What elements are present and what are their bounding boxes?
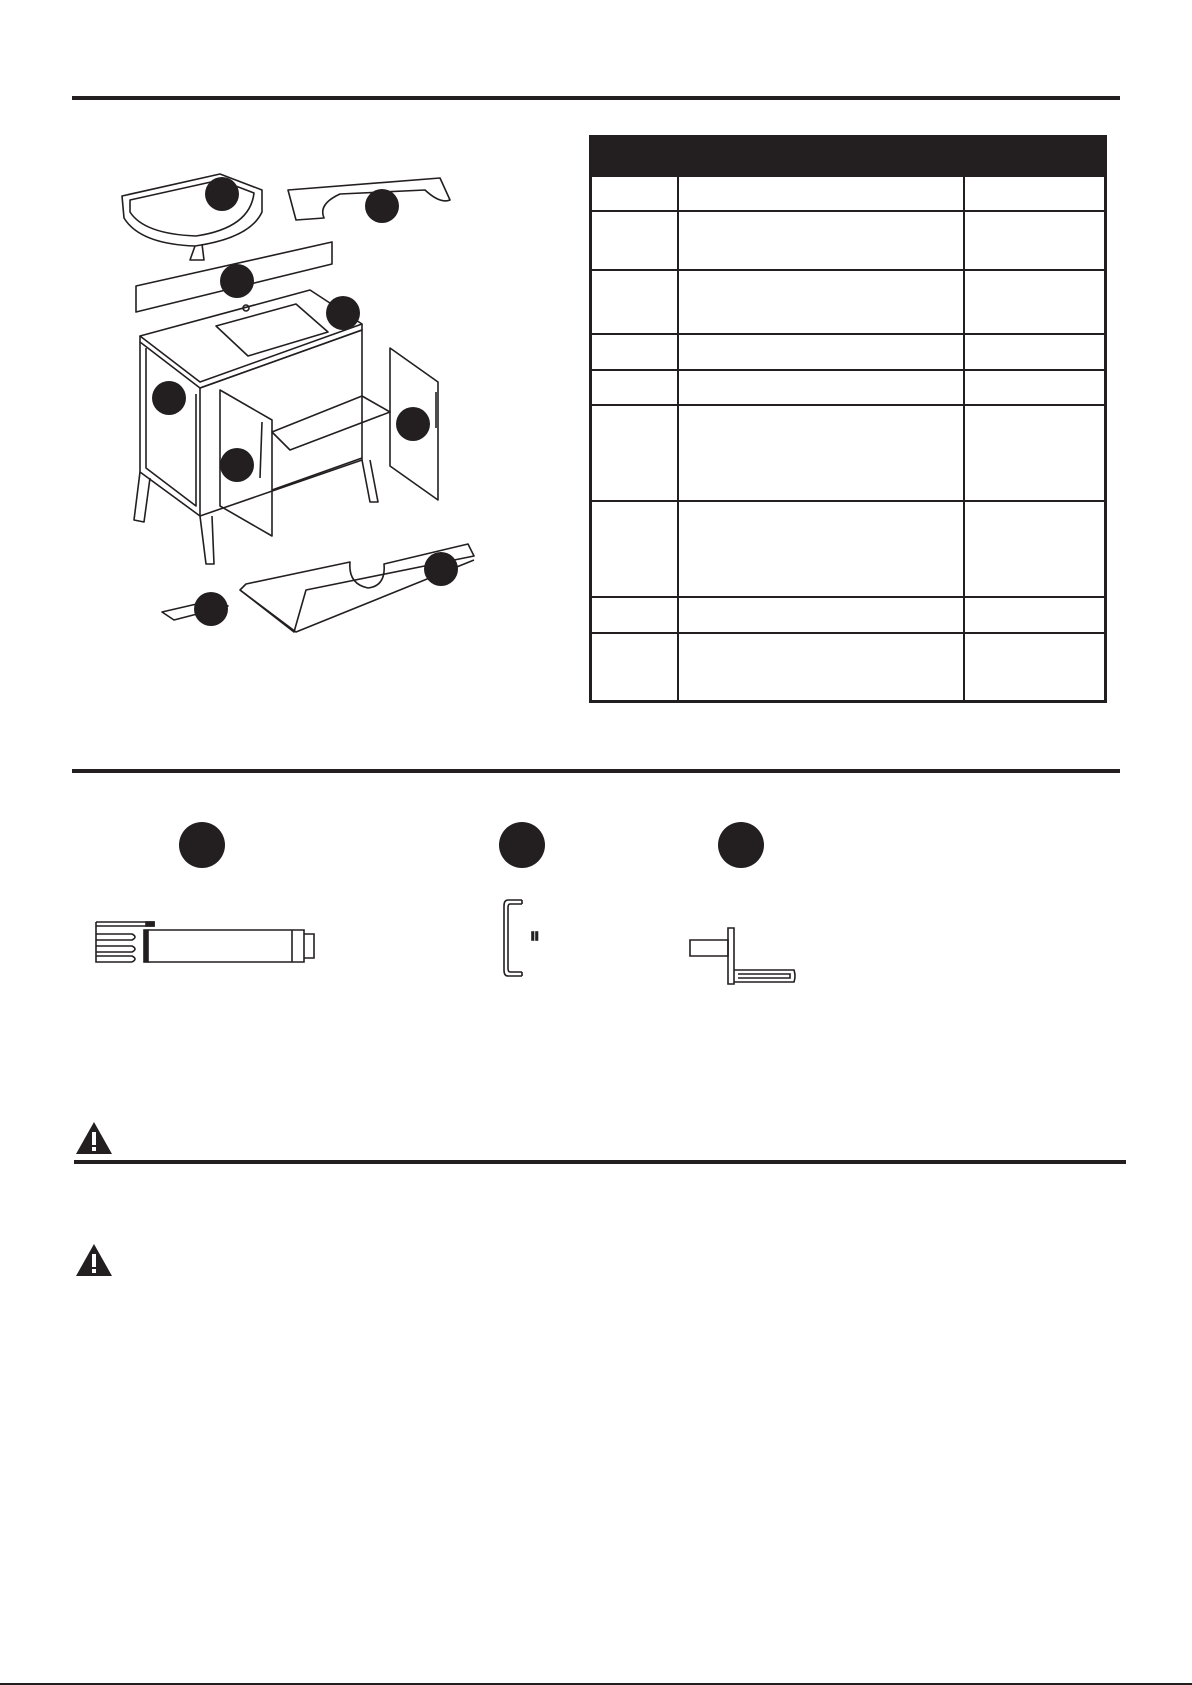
leg-front-left [134,472,150,522]
table-row [591,405,1106,501]
callout-marker [365,189,399,223]
leveling-foot-icon [92,918,322,968]
section-rule-package-contents [72,96,1120,100]
leg-front-mid [200,516,214,564]
hardware-marker [179,822,225,868]
section-rule-warning [74,1160,1126,1164]
table-row [591,597,1106,633]
section-rule-hardware [72,769,1120,773]
header-cell-quantity [964,137,1106,177]
callout-marker [220,264,254,298]
callout-marker [194,592,228,626]
callout-marker [152,381,186,415]
warning-icon [74,1120,114,1156]
callout-marker [220,448,254,482]
header-cell-part [591,137,679,177]
table-row [591,334,1106,370]
table-row [591,211,1106,270]
leg-back-right [362,460,378,502]
header-cell-description [678,137,964,177]
table-row [591,176,1106,211]
parts-table [589,135,1107,703]
hardware-marker [499,822,545,868]
callout-marker [205,177,239,211]
wall-bracket-icon [686,926,796,986]
callout-marker [326,296,360,330]
callout-marker [396,407,430,441]
table-row [591,633,1106,701]
hardware-marker [718,822,764,868]
table-row [591,270,1106,334]
callout-marker [424,552,458,586]
parts-table-header [591,137,1106,177]
warning-icon [74,1242,114,1278]
table-row [591,370,1106,405]
handle-icon [500,896,550,982]
table-row [591,501,1106,597]
